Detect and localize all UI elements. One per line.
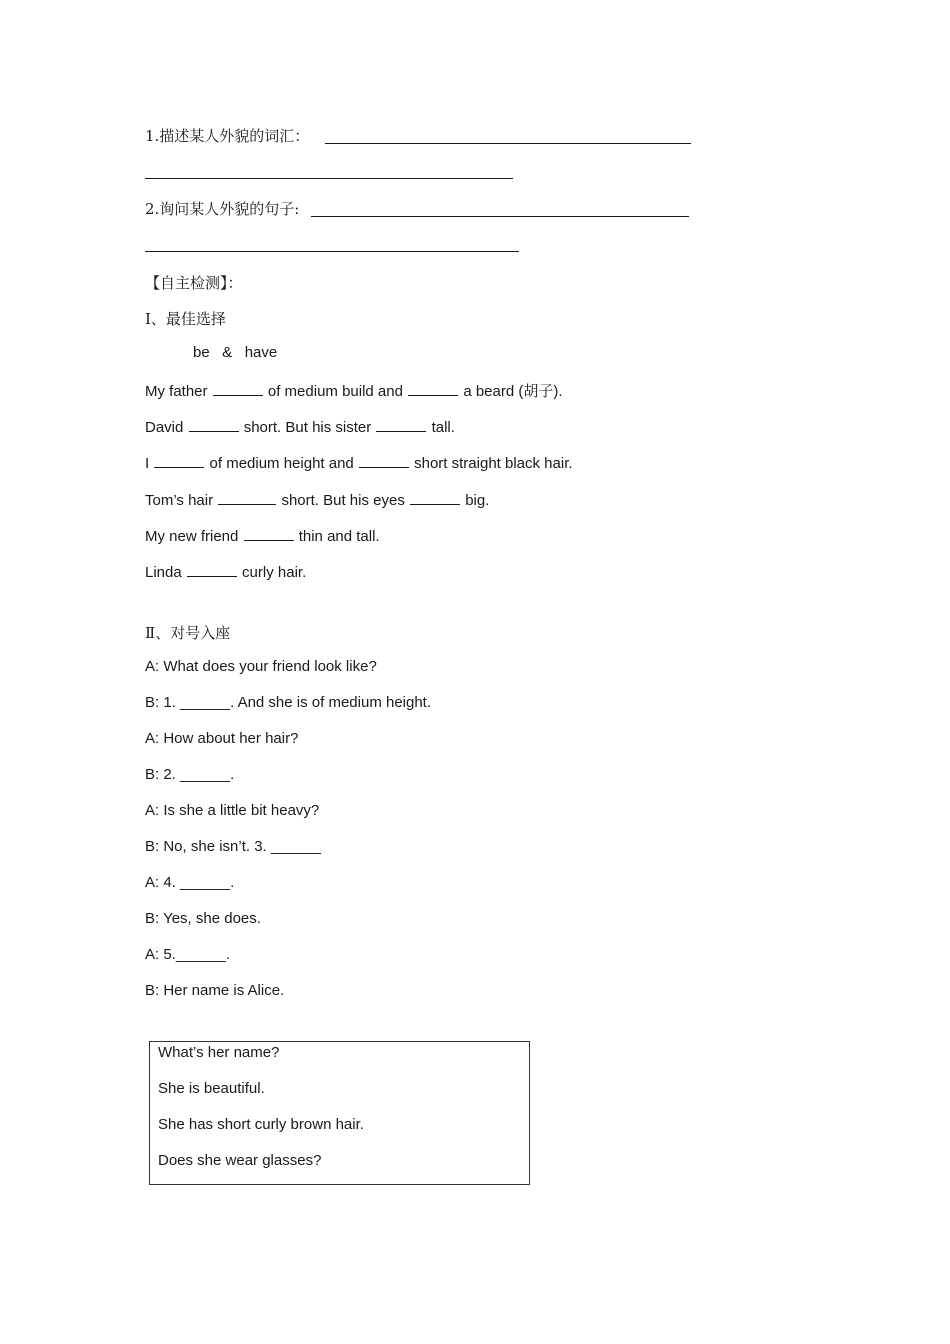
blank[interactable] xyxy=(408,380,458,396)
answer-line-1b[interactable] xyxy=(145,178,513,179)
part-2-title: Ⅱ、对号入座 xyxy=(145,624,231,642)
blank[interactable] xyxy=(213,380,263,396)
dialogue-line: B: 1. ______. And she is of medium height. xyxy=(145,694,432,711)
blank[interactable] xyxy=(359,452,409,468)
blank[interactable] xyxy=(187,561,237,577)
prompt-2-label: 2.询问某人外貌的句子: xyxy=(145,200,300,218)
exercise-item: Linda curly hair. xyxy=(145,561,306,583)
dialogue-line: A: What does your friend look like? xyxy=(145,658,377,675)
blank[interactable] xyxy=(410,489,460,505)
answer-line-2b[interactable] xyxy=(145,251,519,252)
dialogue-line: A: 5.______. xyxy=(145,946,231,963)
dialogue-line: B: Yes, she does. xyxy=(145,910,261,927)
dialogue-line: B: No, she isn’t. 3. ______ xyxy=(145,838,321,855)
blank[interactable] xyxy=(244,525,294,541)
blank[interactable] xyxy=(376,416,426,432)
option-item: She has short curly brown hair. xyxy=(158,1116,364,1133)
exercise-item: David short. But his sister tall. xyxy=(145,416,455,438)
prompt-appearance-words xyxy=(145,126,309,146)
exercise-item: My father of medium build and a beard (胡子). xyxy=(145,380,563,402)
prompt-appearance-question xyxy=(145,199,299,219)
option-item: She is beautiful. xyxy=(158,1080,265,1097)
option-item: Does she wear glasses? xyxy=(158,1152,322,1169)
blank[interactable] xyxy=(189,416,239,432)
answer-line-1a[interactable] xyxy=(325,143,691,144)
prompt-1-label: 1.描述某人外貌的词汇： xyxy=(145,127,310,145)
section-header: 【自主检测】： xyxy=(145,274,243,292)
dialogue-line: B: Her name is Alice. xyxy=(145,982,285,999)
exercise-item: Tom’s hair short. But his eyes big. xyxy=(145,489,489,511)
dialogue-line: A: How about her hair? xyxy=(145,730,299,747)
dialogue-line: A: 4. ______. xyxy=(145,874,235,891)
dialogue-line: B: 2. ______. xyxy=(145,766,235,783)
answer-line-2a[interactable] xyxy=(311,216,689,217)
exercise-item: My new friend thin and tall. xyxy=(145,525,380,547)
option-item: What’s her name? xyxy=(158,1044,280,1061)
part-1-title: Ⅰ、最佳选择 xyxy=(145,310,226,328)
dialogue-line: A: Is she a little bit heavy? xyxy=(145,802,320,819)
part-1-subtitle: be & have xyxy=(193,344,278,361)
exercise-item: I of medium height and short straight black hair. xyxy=(145,452,573,474)
options-box xyxy=(149,1041,530,1185)
blank[interactable] xyxy=(218,489,276,505)
blank[interactable] xyxy=(154,452,204,468)
